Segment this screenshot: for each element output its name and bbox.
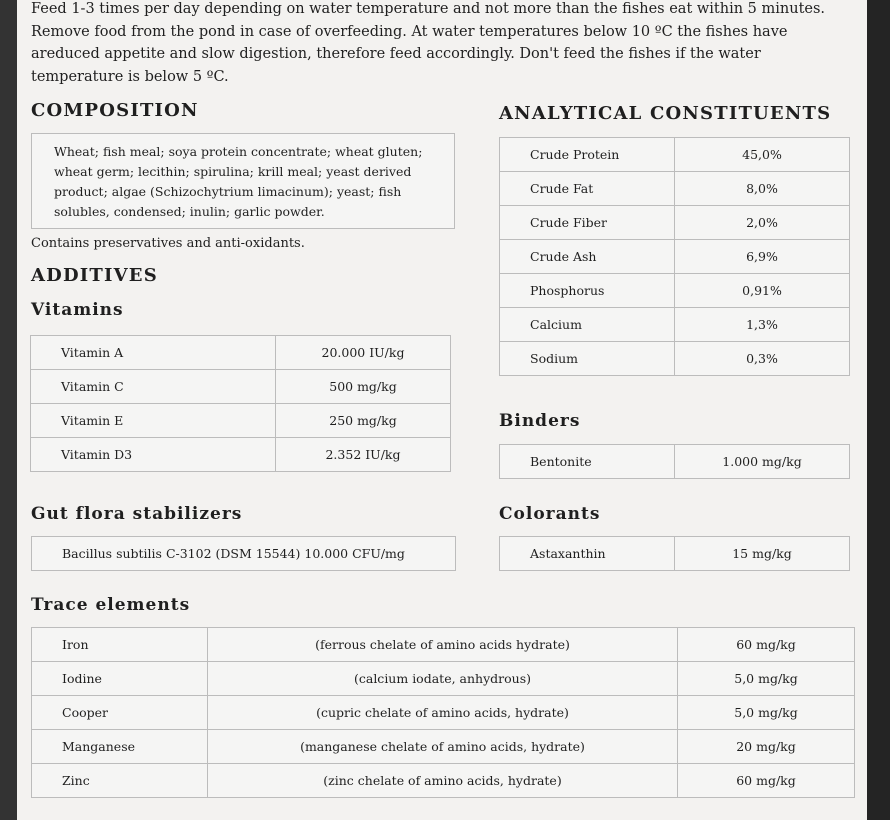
composition-box bbox=[31, 133, 455, 229]
element-form: (cupric chelate of amino acids, hydrate) bbox=[208, 696, 678, 730]
constituent-name: Crude Ash bbox=[500, 240, 675, 274]
table-row bbox=[32, 628, 855, 662]
element-form: (calcium iodate, anhydrous) bbox=[208, 662, 678, 696]
table-row bbox=[500, 138, 850, 172]
table-row bbox=[31, 370, 451, 404]
gut-flora-table bbox=[31, 536, 456, 571]
constituent-name: Crude Fiber bbox=[500, 206, 675, 240]
element-name: Manganese bbox=[32, 730, 208, 764]
constituent-value: 6,9% bbox=[675, 240, 850, 274]
element-name: Zinc bbox=[32, 764, 208, 798]
element-form: (zinc chelate of amino acids, hydrate) bbox=[208, 764, 678, 798]
constituent-name: Phosphorus bbox=[500, 274, 675, 308]
binders-heading: Binders bbox=[499, 411, 581, 431]
element-value: 20 mg/kg bbox=[678, 730, 855, 764]
element-form: (ferrous chelate of amino acids hydrate) bbox=[208, 628, 678, 662]
colorants-heading: Colorants bbox=[499, 504, 601, 524]
table-row bbox=[500, 342, 850, 376]
element-name: Iodine bbox=[32, 662, 208, 696]
gut-flora-text: Bacillus subtilis C-3102 (DSM 15544) 10.000 CFU/mg bbox=[32, 537, 456, 571]
table-row bbox=[32, 662, 855, 696]
background-strip-right bbox=[867, 0, 890, 820]
table-row bbox=[31, 336, 451, 370]
vitamin-value: 2.352 IU/kg bbox=[276, 438, 451, 472]
table-row bbox=[500, 308, 850, 342]
table-row bbox=[32, 730, 855, 764]
gut-flora-heading: Gut flora stabilizers bbox=[31, 504, 243, 524]
table-row bbox=[32, 764, 855, 798]
constituent-name: Calcium bbox=[500, 308, 675, 342]
preservatives-note: Contains preservatives and anti-oxidants. bbox=[31, 236, 305, 251]
element-value: 60 mg/kg bbox=[678, 764, 855, 798]
feeding-instructions: Feed 1-3 times per day depending on water temperature and not more than the fishes eat within 5 minutes. Remove food from the pond in case of overfeeding. At water temperatures below 10 ºC the fishes have areduced appetite and slow digestion, therefore feed accordingly. Don't feed the fishes if the water temperature is below 5 ºC. bbox=[31, 1, 826, 85]
background-strip-left bbox=[0, 0, 17, 820]
vitamins-heading: Vitamins bbox=[31, 300, 124, 320]
vitamin-value: 500 mg/kg bbox=[276, 370, 451, 404]
constituent-name: Crude Protein bbox=[500, 138, 675, 172]
vitamin-name: Vitamin D3 bbox=[31, 438, 276, 472]
constituent-value: 2,0% bbox=[675, 206, 850, 240]
table-row bbox=[32, 696, 855, 730]
constituent-value: 45,0% bbox=[675, 138, 850, 172]
table-row bbox=[31, 404, 451, 438]
additives-heading: ADDITIVES bbox=[31, 265, 158, 286]
element-name: Cooper bbox=[32, 696, 208, 730]
vitamin-value: 20.000 IU/kg bbox=[276, 336, 451, 370]
table-row bbox=[500, 172, 850, 206]
trace-elements-heading: Trace elements bbox=[31, 595, 191, 615]
vitamin-value: 250 mg/kg bbox=[276, 404, 451, 438]
colorants-table bbox=[499, 536, 850, 571]
trace-elements-table bbox=[31, 627, 855, 798]
constituent-value: 1,3% bbox=[675, 308, 850, 342]
table-row bbox=[500, 240, 850, 274]
vitamin-name: Vitamin A bbox=[31, 336, 276, 370]
binder-value: 1.000 mg/kg bbox=[675, 445, 850, 479]
element-value: 5,0 mg/kg bbox=[678, 696, 855, 730]
constituent-value: 0,3% bbox=[675, 342, 850, 376]
constituent-name: Crude Fat bbox=[500, 172, 675, 206]
element-value: 5,0 mg/kg bbox=[678, 662, 855, 696]
table-row bbox=[32, 537, 456, 571]
element-form: (manganese chelate of amino acids, hydrate) bbox=[208, 730, 678, 764]
table-row bbox=[31, 438, 451, 472]
vitamin-name: Vitamin C bbox=[31, 370, 276, 404]
colorant-value: 15 mg/kg bbox=[675, 537, 850, 571]
binder-name: Bentonite bbox=[500, 445, 675, 479]
vitamin-name: Vitamin E bbox=[31, 404, 276, 438]
table-row bbox=[500, 206, 850, 240]
constituent-name: Sodium bbox=[500, 342, 675, 376]
binders-table bbox=[499, 444, 850, 479]
table-row bbox=[500, 537, 850, 571]
constituent-value: 8,0% bbox=[675, 172, 850, 206]
colorant-name: Astaxanthin bbox=[500, 537, 675, 571]
composition-heading: COMPOSITION bbox=[31, 100, 199, 121]
analytical-table bbox=[499, 137, 850, 376]
composition-text: Wheat; fish meal; soya protein concentrate; wheat gluten; wheat germ; lecithin; spirulina; krill meal; yeast derived product; algae (Schizochytrium limacinum); yeast; fish solubles, condensed; inulin; garlic powder. bbox=[54, 144, 423, 219]
element-name: Iron bbox=[32, 628, 208, 662]
constituent-value: 0,91% bbox=[675, 274, 850, 308]
table-row bbox=[500, 445, 850, 479]
document-page bbox=[17, 0, 867, 820]
element-value: 60 mg/kg bbox=[678, 628, 855, 662]
table-row bbox=[500, 274, 850, 308]
analytical-heading: ANALYTICAL CONSTITUENTS bbox=[499, 103, 832, 124]
vitamins-table bbox=[30, 335, 451, 472]
